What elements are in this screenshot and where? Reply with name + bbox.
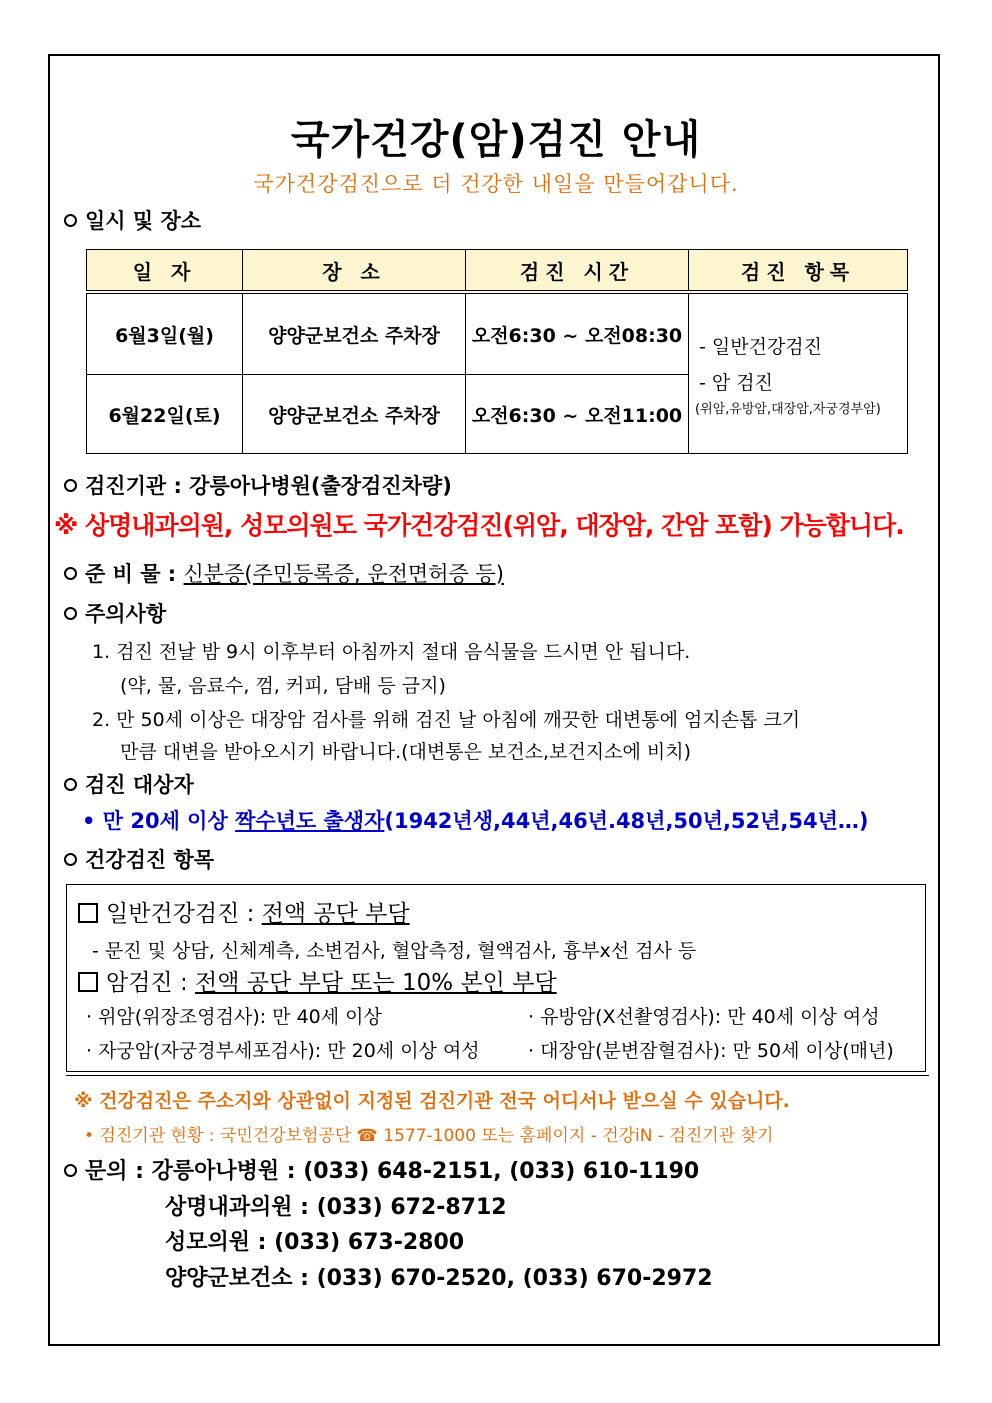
checkbox-icon bbox=[78, 903, 98, 923]
institution-value: 강릉아나병원(출장검진차량) bbox=[189, 474, 452, 498]
header-items: 검진 항목 bbox=[689, 250, 908, 293]
contact-line: 강릉아나병원 : (033) 648-2151, (033) 610-1190 bbox=[151, 1159, 700, 1184]
row-time: 오전6:30 ~ 오전08:30 bbox=[466, 292, 689, 375]
row-place: 양양군보건소 주차장 bbox=[243, 375, 466, 454]
cancer-item: · 대장암(분변잠혈검사): 만 50세 이상(매년) bbox=[528, 1040, 894, 1062]
cancer-line bbox=[78, 964, 557, 997]
circle-bullet-icon bbox=[64, 607, 77, 620]
item-cancer: - 암 검진 bbox=[699, 371, 773, 394]
target-text-c: (1942년생,44년,46년.48년,50년,52년,54년…) bbox=[384, 809, 869, 833]
row-date: 6월22일(토) bbox=[87, 375, 243, 454]
cancer-item: · 유방암(X선촬영검사): 만 40세 이상 여성 bbox=[528, 1006, 880, 1028]
prep-value: 신분증(주민등록증, 운전면허증 등) bbox=[183, 562, 504, 586]
general-value: 전액 공단 부담 bbox=[261, 901, 410, 927]
cancer-value: 전액 공단 부담 또는 10% 본인 부담 bbox=[195, 970, 557, 996]
row-date: 6월3일(월) bbox=[87, 292, 243, 375]
row-items bbox=[689, 292, 908, 454]
caution-line: 2. 만 50세 이상은 대장암 검사를 위해 검진 날 아침에 깨끗한 대변통에 엄지손톱 크기 bbox=[92, 709, 801, 731]
section-target bbox=[64, 769, 194, 799]
general-detail: - 문진 및 상담, 신체계측, 소변검사, 혈압측정, 혈액검사, 흉부x선 검사 등 bbox=[92, 940, 697, 962]
circle-bullet-icon bbox=[64, 1164, 77, 1177]
cancer-item: · 위암(위장조영검사): 만 40세 이상 bbox=[86, 1006, 382, 1028]
circle-bullet-icon bbox=[64, 214, 77, 227]
contact-line: 상명내과의원 : (033) 672-8712 bbox=[165, 1195, 507, 1220]
bullet-dot: • bbox=[82, 809, 96, 833]
general-line bbox=[78, 895, 410, 928]
caution-line: (약, 물, 음료수, 껌, 커피, 담배 등 금지) bbox=[120, 675, 446, 697]
section-prep bbox=[64, 558, 504, 588]
item-cancer-types: (위암,유방암,대장암,자궁경부암) bbox=[695, 401, 881, 417]
target-label: 검진 대상자 bbox=[85, 773, 194, 797]
circle-bullet-icon bbox=[64, 853, 77, 866]
target-text-a: 만 20세 이상 bbox=[102, 809, 236, 833]
page-frame bbox=[48, 54, 940, 1346]
caution-line: 만큼 대변을 받아오시기 바랍니다.(대변통은 보건소,보건지소에 비치) bbox=[120, 741, 692, 763]
row-place: 양양군보건소 주차장 bbox=[243, 292, 466, 375]
schedule-table bbox=[86, 249, 908, 454]
circle-bullet-icon bbox=[64, 778, 77, 791]
target-detail bbox=[82, 805, 869, 835]
header-date: 일 자 bbox=[87, 250, 243, 293]
section-schedule-label: 일시 및 장소 bbox=[85, 209, 202, 233]
section-contact bbox=[64, 1154, 699, 1185]
anywhere-note: ※ 건강검진은 주소지와 상관없이 지정된 검진기관 전국 어디서나 받으실 수 있습니다. bbox=[74, 1090, 790, 1112]
section-institution bbox=[64, 470, 452, 500]
header-place: 장 소 bbox=[243, 250, 466, 293]
cautions-label: 주의사항 bbox=[85, 602, 167, 626]
prep-label: 준 비 물 : bbox=[85, 562, 184, 586]
general-title: 일반건강검진 : bbox=[106, 901, 262, 927]
circle-bullet-icon bbox=[64, 479, 77, 492]
contact-label: 문의 : bbox=[85, 1159, 152, 1184]
page-subtitle: 국가건강검진으로 더 건강한 내일을 만들어갑니다. bbox=[253, 172, 739, 196]
caution-line: 1. 검진 전날 밤 9시 이후부터 아침까지 절대 음식물을 드시면 안 됩니다. bbox=[92, 641, 691, 663]
target-text-b: 짝수년도 출생자 bbox=[235, 809, 385, 833]
items-label: 건강검진 항목 bbox=[85, 848, 215, 872]
item-general: - 일반건강검진 bbox=[699, 335, 823, 358]
lookup-note: • 검진기관 현황 : 국민건강보험공단 ☎ 1577-1000 또는 홈페이지 - 건강iN - 검진기관 찾기 bbox=[84, 1126, 774, 1146]
page-title: 국가건강(암)검진 안내 bbox=[290, 117, 702, 163]
row-time: 오전6:30 ~ 오전11:00 bbox=[466, 375, 689, 454]
section-cautions bbox=[64, 598, 166, 628]
cancer-item: · 자궁암(자궁경부세포검사): 만 20세 이상 여성 bbox=[86, 1040, 480, 1062]
table-header-row bbox=[87, 250, 908, 293]
section-items bbox=[64, 844, 214, 874]
contact-line: 양양군보건소 : (033) 670-2520, (033) 670-2972 bbox=[165, 1266, 713, 1291]
institution-label: 검진기관 : bbox=[85, 474, 190, 498]
contact-line: 성모의원 : (033) 673-2800 bbox=[165, 1230, 465, 1255]
notice-red: ※ 상명내과의원, 성모의원도 국가건강검진(위암, 대장암, 간암 포함) 가능합니다. bbox=[54, 511, 904, 540]
section-schedule bbox=[64, 205, 201, 235]
cancer-title: 암검진 : bbox=[106, 970, 196, 996]
header-time: 검진 시간 bbox=[466, 250, 689, 293]
table-row bbox=[87, 292, 908, 375]
checkbox-icon bbox=[78, 972, 98, 992]
circle-bullet-icon bbox=[64, 567, 77, 580]
